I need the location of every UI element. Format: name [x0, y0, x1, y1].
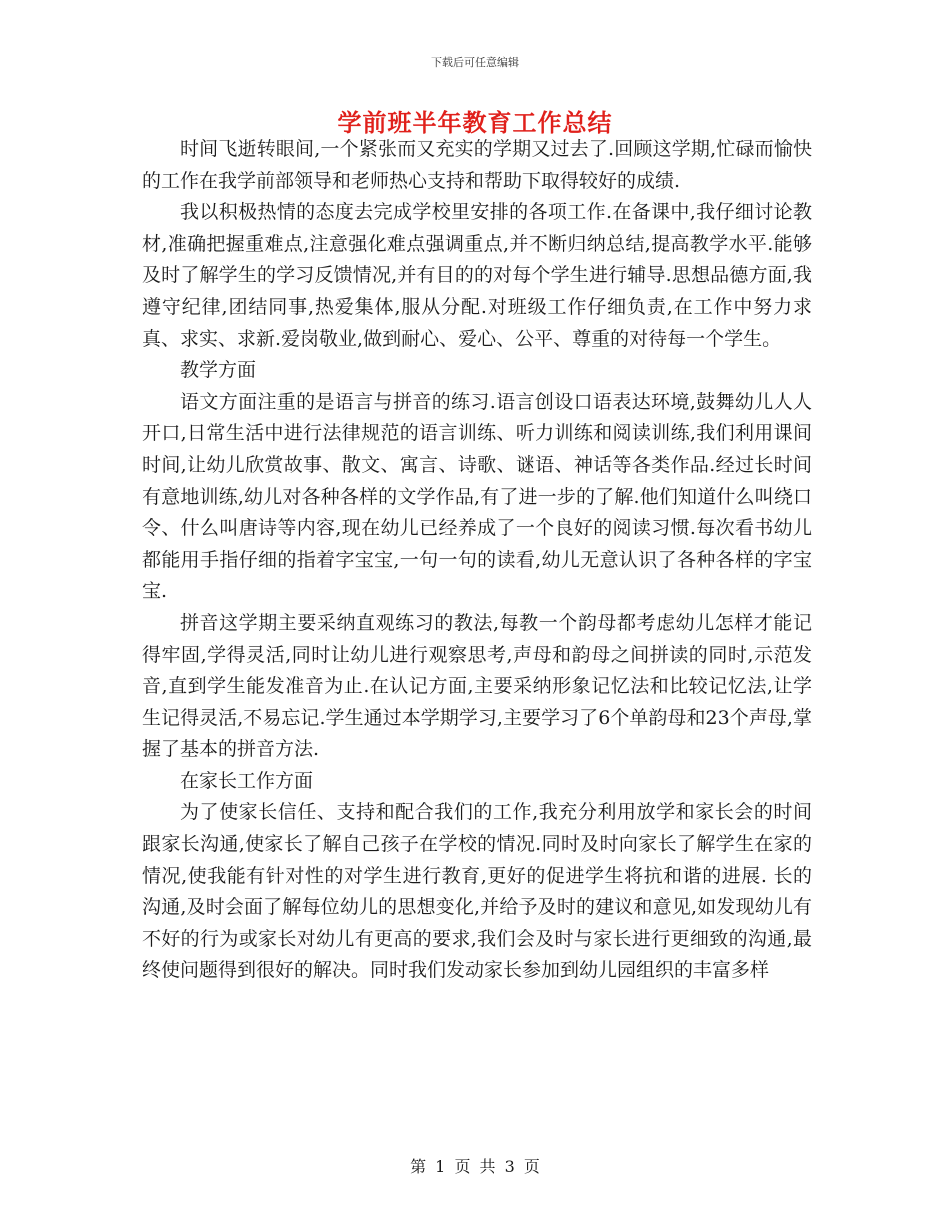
section-heading-parents: 在家长工作方面	[180, 769, 314, 792]
document-body	[142, 134, 812, 987]
header-note: 下载后可任意编辑	[431, 56, 519, 69]
paragraph-language: 语文方面注重的是语言与拼音的练习.语言创设口语表达环境,鼓舞幼儿人人开口,日常生活中进行法律规范的语言训练、听力训练和阅读训练,我们利用课间时间,让幼儿欣赏故事、散文、寓言、诗歌、谜语、神话等各类作品.经过长时间有意地训练,幼儿对各种各样的文学作品,有了进一步的了解.他们知道什么叫绕口令、什么叫唐诗等内容,现在幼儿已经养成了一个良好的阅读习惯.每次看书幼儿都能用手指仔细的指着字宝宝,一句一句的读看,幼儿无意认识了各种各样的字宝宝.	[142, 390, 812, 603]
paragraph-intro: 时间飞逝转眼间,一个紧张而又充实的学期又过去了.回顾这学期,忙碌而愉快的工作在我学前部领导和老师热心支持和帮助下取得较好的成绩.	[142, 138, 812, 192]
section-heading-teaching: 教学方面	[180, 359, 257, 382]
page-number: 第 1 页 共 3 页	[410, 1157, 540, 1176]
paragraph-work-attitude: 我以积极热情的态度去完成学校里安排的各项工作.在备课中,我仔细讨论教材,准确把握重难点,注意强化难点强调重点,并不断归纳总结,提高教学水平.能够及时了解学生的学习反馈情况,并有目的的对每个学生进行辅导.思想品德方面,我遵守纪律,团结同事,热爱集体,服从分配.对班级工作仔细负责,在工作中努力求真、求实、求新.爱岗敬业,做到耐心、爱心、公平、尊重的对待每一个学生。	[142, 201, 812, 350]
paragraph-parents: 为了使家长信任、支持和配合我们的工作,我充分利用放学和家长会的时间跟家长沟通,使家长了解自己孩子在学校的情况.同时及时向家长了解学生在家的情况,使我能有针对性的对学生进行教育,更好的促进学生将抗和谐的进展. 长的沟通,及时会面了解每位幼儿的思想变化,并给予及时的建议和意见,如发现幼儿有不好的行为或家长对幼儿有更高的要求,我们会及时与家长进行更细致的沟通,最终使问题得到很好的解决。同时我们发动家长参加到幼儿园组织的丰富多样	[142, 801, 812, 982]
paragraph-pinyin: 拼音这学期主要采纳直观练习的教法,每教一个韵母都考虑幼儿怎样才能记得牢固,学得灵活,同时让幼儿进行观察思考,声母和韵母之间拼读的同时,示范发音,直到学生能发准音为止.在认记方面,主要采纳形象记忆法和比较记忆法,让学生记得灵活,不易忘记.学生通过本学期学习,主要学习了6个单韵母和23个声母,掌握了基本的拼音方法.	[142, 611, 812, 761]
document-title: 学前班半年教育工作总结	[337, 108, 613, 137]
